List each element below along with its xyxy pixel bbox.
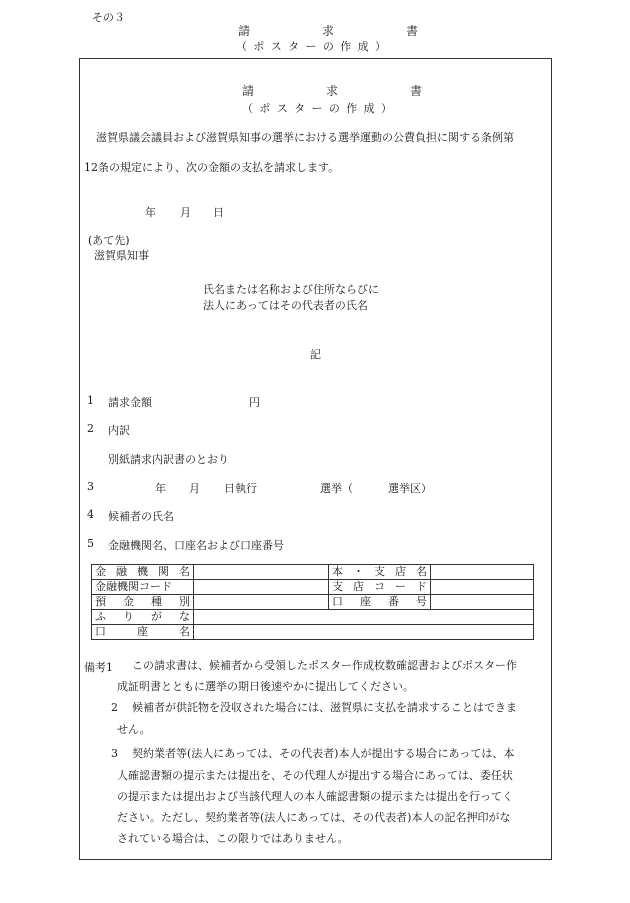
subtitle-char: 作 (340, 40, 352, 53)
title-char: 書 (405, 24, 418, 38)
account-name-label (92, 625, 194, 640)
table-row (92, 565, 534, 580)
label-char: 金 (123, 595, 134, 608)
subtitle-char: （ (236, 40, 247, 53)
label-char: 名 (416, 565, 427, 578)
note-line: 成証明書とともに選挙の期日後速やかに提出してください。 (117, 680, 414, 693)
subtitle-char: ー (305, 40, 317, 53)
bank-name-field[interactable] (194, 565, 329, 580)
page-title (238, 22, 418, 39)
label-char: 支 (332, 580, 343, 593)
note-1-cont (117, 676, 414, 697)
subtitle-char: の (322, 40, 334, 53)
label-char: 名 (179, 625, 190, 638)
label-char: ド (416, 580, 427, 593)
date-day-label: 日 (213, 206, 224, 219)
table-row (92, 595, 534, 610)
label-char: 店 (353, 580, 364, 593)
addressee: 滋賀県知事 (94, 249, 149, 262)
label-char: が (151, 610, 162, 623)
item-3-election: 選挙（ (320, 482, 353, 495)
label-char: 座 (360, 595, 371, 608)
subtitle-char: ポ (253, 40, 265, 53)
note-1-number: 1 (106, 661, 113, 674)
note-1 (132, 655, 517, 676)
item-2-number: 2 (87, 422, 94, 435)
item-3-month: 月 (189, 482, 200, 495)
date-year-label: 年 (145, 206, 156, 219)
item-2-label: 内訳 (108, 424, 130, 437)
label-char: ー (395, 580, 406, 593)
subtitle-char: ポ (259, 102, 271, 115)
label-char: 座 (137, 625, 148, 638)
label-char: 金 (95, 565, 106, 578)
notes-label (84, 659, 113, 675)
note-line: 契約業者等(法人にあっては、その代表者)本人が提出する場合にあっては、本 (132, 747, 515, 760)
label-char: 別 (179, 595, 190, 608)
label-char: な (179, 610, 190, 623)
table-row (92, 580, 534, 595)
label-char: 番 (388, 595, 399, 608)
furigana-field[interactable] (194, 610, 534, 625)
deposit-type-field[interactable] (194, 595, 329, 610)
bank-code-field[interactable] (194, 580, 329, 595)
label-char: 種 (151, 595, 162, 608)
label-char: 関 (158, 565, 169, 578)
subtitle-char: 成 (363, 102, 375, 115)
table-row (92, 610, 534, 625)
note-line: この請求書は、候補者から受領したポスター作成枚数確認書およびポスター作 (132, 659, 517, 672)
note-3-number: 3 (111, 747, 118, 760)
table-row (92, 625, 534, 640)
note-2-cont (117, 719, 151, 740)
label-char: 機 (137, 565, 148, 578)
subtitle-char: ） (381, 102, 392, 115)
subtitle-char: ス (270, 40, 282, 53)
form-number-label: その３ (92, 11, 125, 24)
body-text-line-2: 12条の規定により、次の金額の支払を請求します。 (84, 161, 340, 174)
label-char: 名 (179, 565, 190, 578)
label-char: 口 (95, 625, 106, 638)
subtitle-char: タ (294, 102, 306, 115)
ki-marker: 記 (310, 348, 321, 361)
title-char: 請 (242, 84, 255, 98)
branch-name-label (329, 565, 431, 580)
item-1-label: 請求金額 (108, 396, 152, 409)
label-char: 口 (332, 595, 343, 608)
item-3-number: 3 (87, 480, 94, 493)
label-char: ・ (353, 565, 364, 578)
note-3 (132, 743, 514, 764)
label-char: 本 (332, 565, 343, 578)
note-line: の提示または提出および当該代理人の本人確認書類の提示または提出を行ってく (117, 790, 513, 803)
date-month-label: 月 (180, 206, 191, 219)
label-char: 預 (95, 595, 106, 608)
branch-code-field[interactable] (431, 580, 534, 595)
subtitle-char: （ (242, 102, 253, 115)
label-char: ふ (95, 610, 106, 623)
item-3-day: 日執行 (224, 482, 257, 495)
notes-label-text: 備考 (84, 661, 106, 674)
account-name-field[interactable] (194, 625, 534, 640)
account-number-field[interactable] (431, 595, 534, 610)
title-char: 請 (238, 24, 251, 38)
item-5-label: 金融機関名、口座名および口座番号 (108, 539, 284, 552)
label-char: コ (374, 580, 385, 593)
body-text-line-1: 滋賀県議会議員および滋賀県知事の選挙における選挙運動の公費負担に関する条例第 (96, 131, 514, 144)
item-1-number: 1 (87, 394, 94, 407)
furigana-label (92, 610, 194, 625)
label-char: 融 (116, 565, 127, 578)
bank-account-table (91, 564, 534, 640)
deposit-type-label (92, 595, 194, 610)
note-line: ださい。ただし、契約業者等(法人にあっては、その代表者)本人の記名押印がな (117, 811, 511, 824)
branch-code-label (329, 580, 431, 595)
addressee-label: (あて先) (88, 234, 130, 247)
item-4-label: 候補者の氏名 (108, 510, 174, 523)
item-5-number: 5 (87, 537, 94, 550)
subtitle-char: ス (276, 102, 288, 115)
bank-name-label (92, 565, 194, 580)
item-2-detail: 別紙請求内訳書のとおり (108, 453, 229, 466)
label-char: 支 (374, 565, 385, 578)
note-3-cont (117, 765, 513, 849)
item-4-number: 4 (87, 508, 94, 521)
label-char: り (123, 610, 134, 623)
item-1-unit: 円 (249, 396, 260, 409)
label-char: 店 (395, 565, 406, 578)
subtitle-char: タ (288, 40, 300, 53)
account-number-label (329, 595, 431, 610)
bank-code-label: 金融機関コード (92, 580, 194, 595)
subtitle-char: 作 (346, 102, 358, 115)
branch-name-field[interactable] (431, 565, 534, 580)
title-char: 求 (325, 84, 338, 98)
signer-line-1: 氏名または名称および住所ならびに (203, 283, 379, 296)
signer-line-2: 法人にあってはその代表者の氏名 (203, 299, 368, 312)
item-3-district: 選挙区） (388, 482, 432, 495)
subtitle-char: ー (311, 102, 323, 115)
note-2-number: 2 (111, 701, 118, 714)
subtitle-char: の (328, 102, 340, 115)
note-line: 候補者が供託物を没収された場合には、滋賀県に支払を請求することはできま (132, 701, 517, 714)
form-subtitle (242, 100, 392, 116)
title-char: 書 (409, 84, 422, 98)
subtitle-char: ） (375, 40, 386, 53)
note-2 (132, 697, 517, 718)
subtitle-char: 成 (357, 40, 369, 53)
item-3-year: 年 (155, 482, 166, 495)
title-char: 求 (321, 24, 334, 38)
form-title (242, 82, 422, 99)
label-char: 号 (416, 595, 427, 608)
note-line: されている場合は、この限りではありません。 (117, 832, 349, 845)
note-line: 人確認書類の提示または提出を、その代理人が提出する場合にあっては、委任状 (117, 769, 513, 782)
page-subtitle (236, 38, 386, 54)
note-line: せん。 (117, 723, 151, 736)
